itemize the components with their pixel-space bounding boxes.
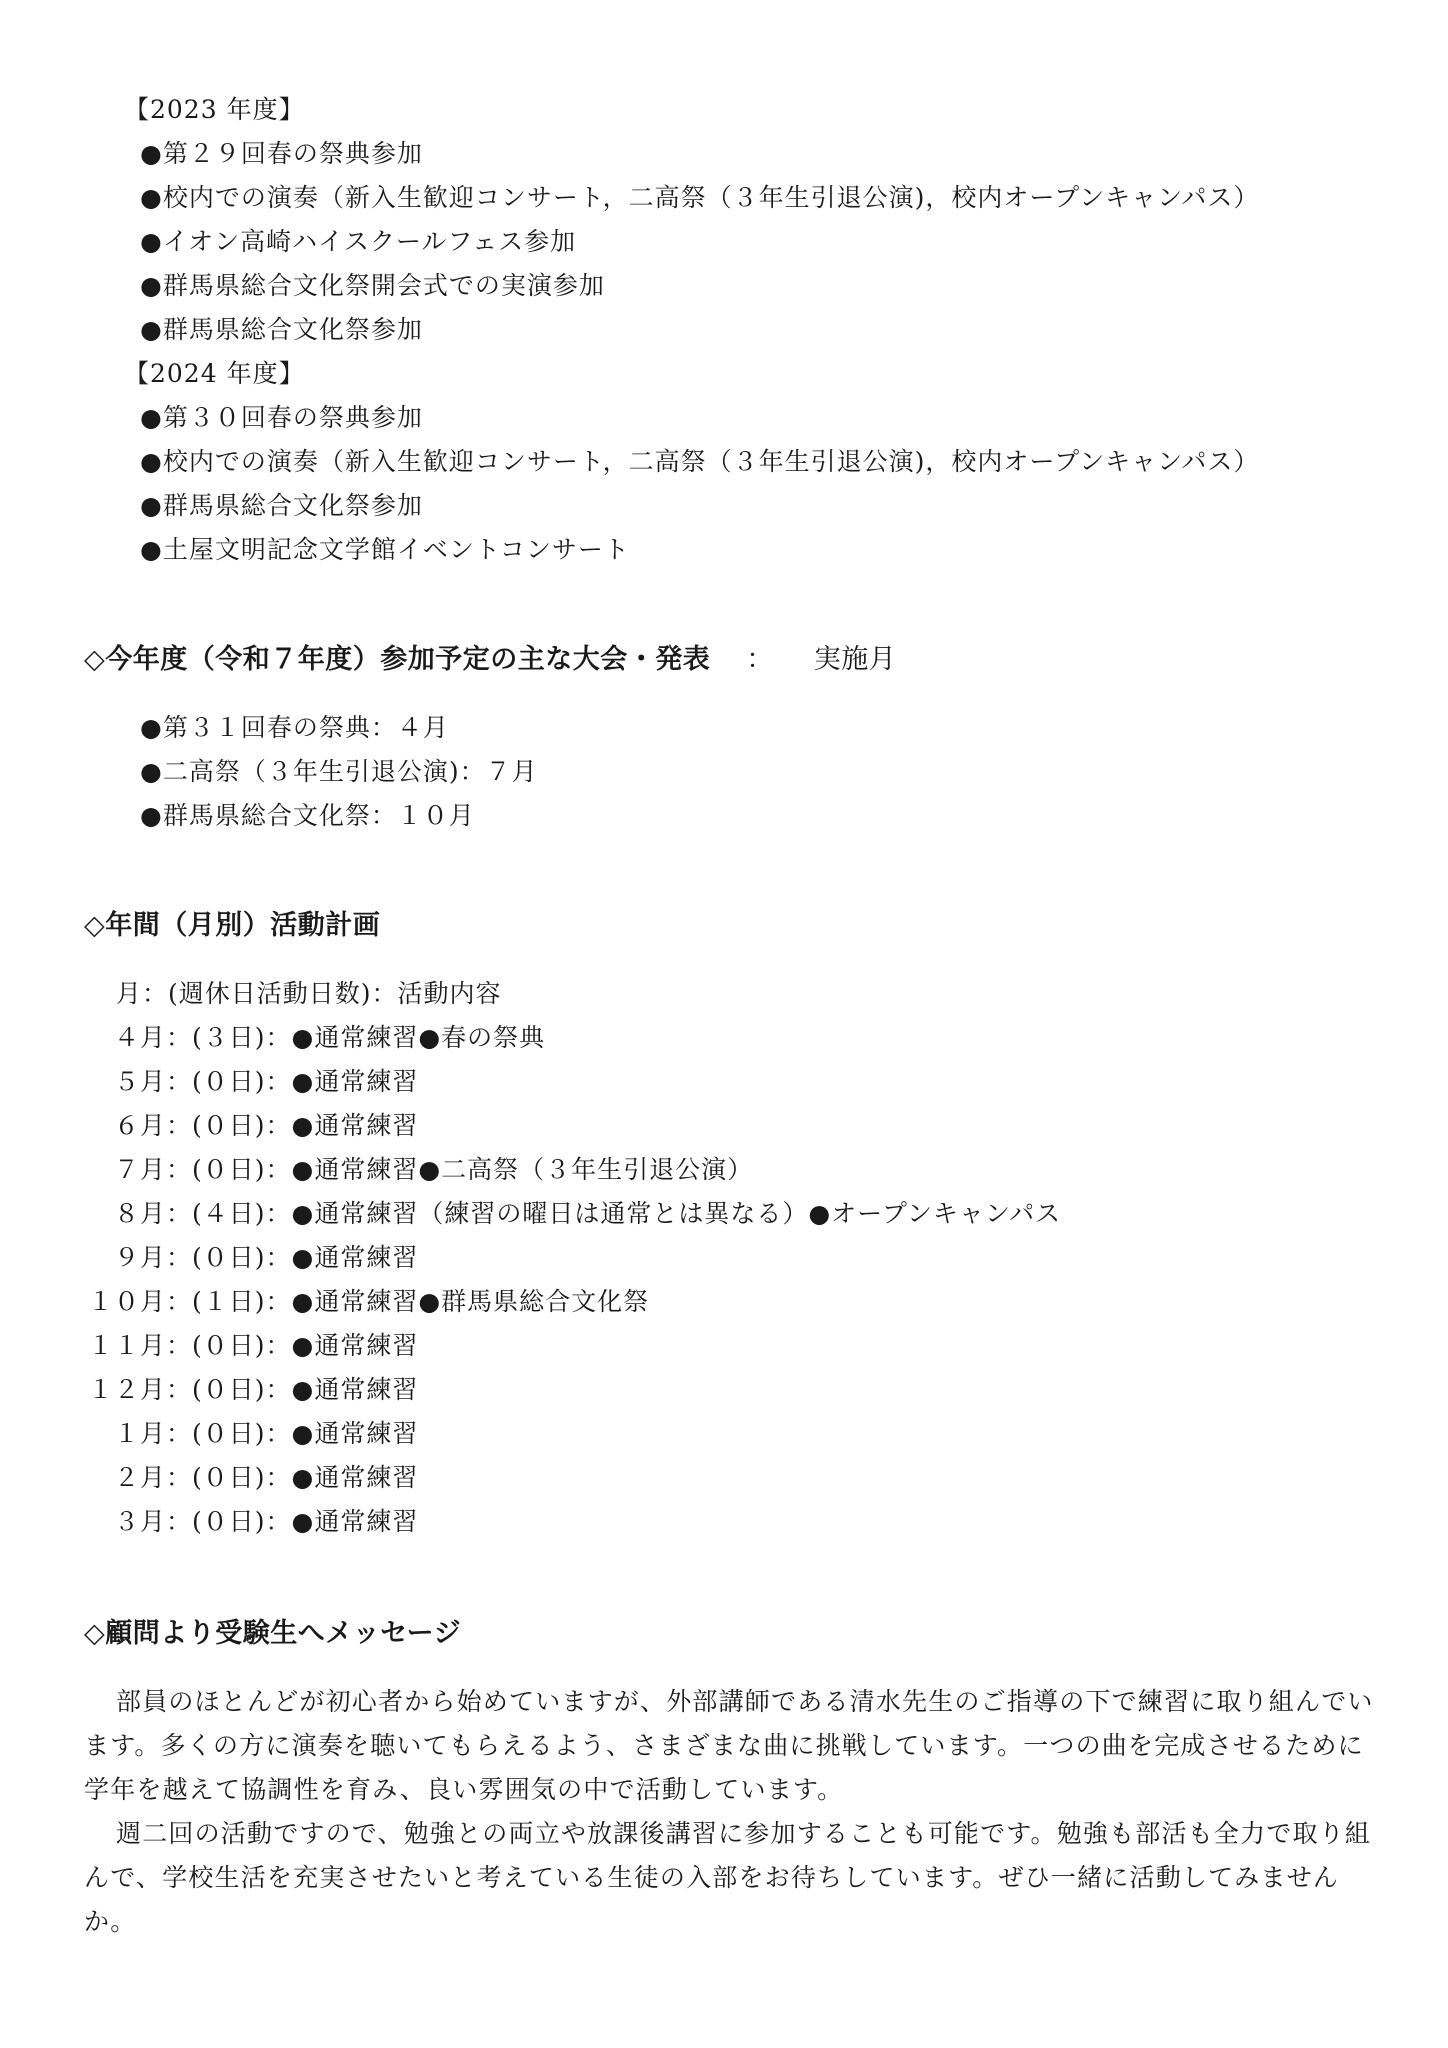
schedule-header-line: 月：(週休日活動日数)：活動内容: [116, 979, 502, 1008]
schedule-row: [84, 1022, 545, 1054]
message-paragraph: 週二回の活動ですので、勉強との両立や放課後講習に参加することも可能です。勉強も部活も全力で取り組んで、学校生活を充実させたいと考えている生徒の入部をお待ちしています。ぜひ一緒に活動してみませんか。: [84, 1819, 1372, 1936]
schedule-month: １２月: [87, 1375, 166, 1404]
schedule-detail: ：(０日)：●通常練習: [166, 1331, 419, 1360]
events-heading-separator: ：: [746, 644, 774, 675]
events-heading: [84, 644, 896, 676]
schedule-row: [84, 1330, 418, 1362]
schedule-detail: ：(０日)：●通常練習: [166, 1067, 419, 1096]
list-item: ●校内での演奏（新入生歓迎コンサート，二高祭（３年生引退公演)，校内オープンキャンパス）: [140, 183, 1260, 212]
schedule-row: [84, 1198, 1061, 1230]
schedule-month: ８月: [113, 1199, 166, 1228]
list-item: ●二高祭（３年生引退公演)：７月: [140, 757, 538, 786]
schedule-detail: ：(１日)：●通常練習●群馬県総合文化祭: [166, 1287, 650, 1316]
schedule-detail: ：(４日)：●通常練習（練習の曜日は通常とは異なる）●オープンキャンパス: [166, 1199, 1062, 1228]
year-label-2024: 【2024 年度】: [124, 359, 305, 388]
schedule-month: ９月: [113, 1243, 166, 1272]
schedule-detail: ：(０日)：●通常練習: [166, 1463, 419, 1492]
message-paragraph: 部員のほとんどが初心者から始めていますが、外部講師である清水先生のご指導の下で練習に取り組んでいます。多くの方に演奏を聴いてもらえるよう、さまざまな曲に挑戦しています。一つの曲を完成させるために学年を越えて協調性を育み、良い雰囲気の中で活動しています。: [84, 1687, 1374, 1804]
schedule-row: [84, 1066, 418, 1098]
list-item: ●群馬県総合文化祭参加: [140, 491, 423, 520]
schedule-month: ７月: [113, 1155, 166, 1184]
schedule-month: ４月: [113, 1023, 166, 1052]
list-item: ●校内での演奏（新入生歓迎コンサート，二高祭（３年生引退公演)，校内オープンキャンパス）: [140, 447, 1260, 476]
schedule-row: [84, 1154, 753, 1186]
events-heading-text: ◇今年度（令和７年度）参加予定の主な大会・発表: [84, 644, 711, 675]
schedule-row: [84, 1374, 418, 1406]
list-item: ●群馬県総合文化祭開会式での実演参加: [140, 271, 605, 300]
schedule-detail: ：(０日)：●通常練習●二高祭（３年生引退公演）: [166, 1155, 754, 1184]
list-item: ●第３１回春の祭典：４月: [140, 713, 449, 742]
schedule-row: [84, 1418, 418, 1450]
schedule-row: [84, 1242, 418, 1274]
schedule-row: [84, 1462, 418, 1494]
schedule-month: ６月: [113, 1111, 166, 1140]
schedule-detail: ：(０日)：●通常練習: [166, 1243, 419, 1272]
schedule-row: [84, 1286, 649, 1318]
schedule-row: [84, 1506, 418, 1538]
schedule-month: １月: [113, 1419, 166, 1448]
list-item: ●第２９回春の祭典参加: [140, 139, 423, 168]
events-heading-suffix: 実施月: [813, 644, 897, 675]
schedule-detail: ：(０日)：●通常練習: [166, 1375, 419, 1404]
list-item: ●群馬県総合文化祭：１０月: [140, 801, 475, 830]
message-heading: ◇顧問より受験生へメッセージ: [84, 1618, 462, 1649]
schedule-detail: ：(０日)：●通常練習: [166, 1507, 419, 1536]
schedule-month: ５月: [113, 1067, 166, 1096]
schedule-detail: ：(０日)：●通常練習: [166, 1419, 419, 1448]
year-label-2023: 【2023 年度】: [124, 95, 305, 124]
schedule-heading: ◇年間（月別）活動計画: [84, 910, 381, 941]
schedule-month: １０月: [87, 1287, 166, 1316]
schedule-detail: ：(３日)：●通常練習●春の祭典: [166, 1023, 546, 1052]
list-item: ●土屋文明記念文学館イベントコンサート: [140, 535, 630, 564]
schedule-row: [84, 1110, 418, 1142]
schedule-month: １１月: [87, 1331, 166, 1360]
list-item: ●第３０回春の祭典参加: [140, 403, 423, 432]
schedule-month: ３月: [113, 1507, 166, 1536]
schedule-month: ２月: [113, 1463, 166, 1492]
schedule-detail: ：(０日)：●通常練習: [166, 1111, 419, 1140]
list-item: ●群馬県総合文化祭参加: [140, 315, 423, 344]
list-item: ●イオン高崎ハイスクールフェス参加: [140, 227, 577, 256]
